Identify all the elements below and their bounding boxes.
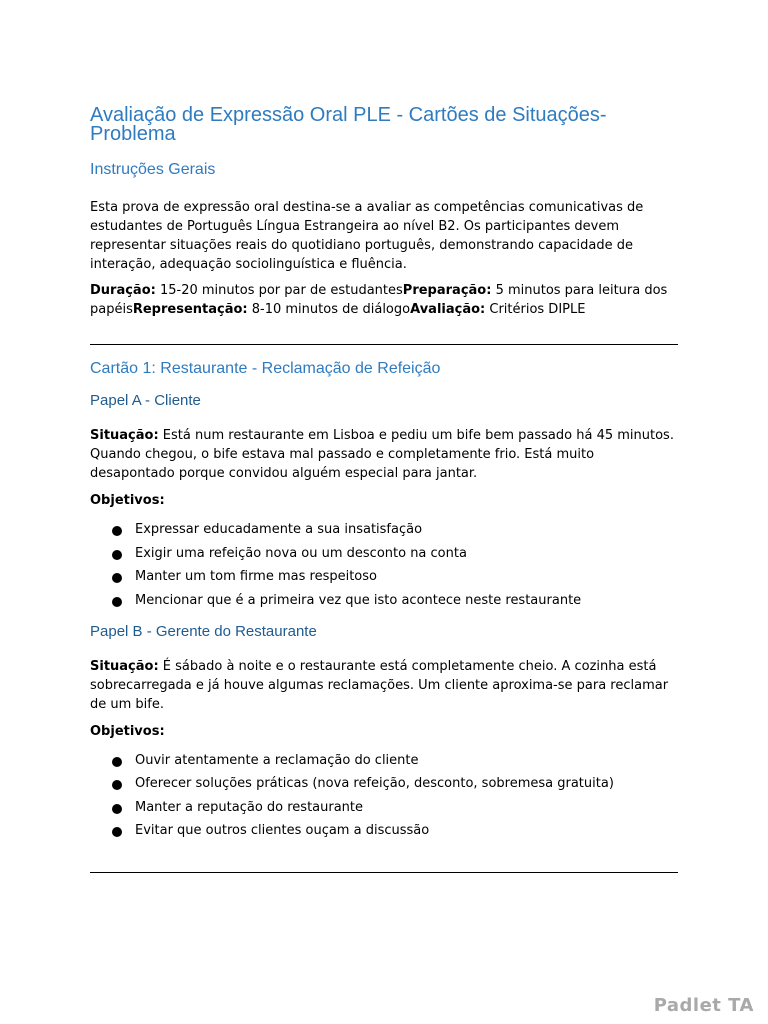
role-b-heading: Papel B - Gerente do Restaurante	[90, 622, 317, 640]
performance-value: 8-10 minutos de diálogo	[247, 302, 411, 317]
objective-text: Manter a reputação do restaurante	[135, 799, 364, 815]
objective-text: Oferecer soluções práticas (nova refeição, desconto, sobremesa gratuita)	[135, 776, 614, 791]
role-a-situation	[90, 426, 680, 483]
document-title-line2: Problema	[90, 123, 176, 145]
bullet-icon	[112, 573, 122, 583]
list-item	[90, 544, 680, 563]
bullet-icon	[112, 804, 122, 814]
role-b-objectives-label: Objetivos:	[90, 723, 165, 739]
role-a-heading: Papel A - Cliente	[90, 392, 201, 409]
assessment-value: Critérios DIPLE	[485, 302, 586, 317]
section-divider	[90, 344, 678, 345]
preparation-label: Preparação:	[402, 283, 492, 298]
objective-text: Manter um tom firme mas respeitoso	[135, 569, 377, 584]
list-item	[90, 567, 680, 586]
duration-value: 15-20 minutos por par de estudantes	[155, 283, 403, 298]
list-item	[90, 774, 680, 793]
role-b-situation-text: É sábado à noite e o restaurante está completamente cheio. A cozinha está sobrecarregada e já houve algumas reclamações. Um cliente aproxima-se para reclamar de um bife.	[90, 658, 669, 712]
preparation-value: 5 minutos para leitura dos papéis	[90, 283, 668, 317]
role-b-objectives-list	[90, 751, 680, 841]
objective-text: Mencionar que é a primeira vez que isto acontece neste restaurante	[135, 592, 582, 608]
document-title-line1: Avaliação de Expressão Oral PLE - Cartões de Situações-	[90, 104, 607, 126]
general-meta-paragraph	[90, 281, 680, 319]
list-item	[90, 591, 680, 610]
role-b-situation	[90, 657, 680, 714]
performance-label: Representação:	[132, 302, 248, 317]
duration-label: Duração:	[90, 283, 156, 298]
bullet-icon	[112, 757, 122, 767]
bullet-icon	[112, 526, 122, 536]
role-a-objectives-list	[90, 520, 680, 610]
role-b-situation-label: Situação:	[90, 658, 159, 674]
general-intro-paragraph: Esta prova de expressão oral destina-se a avaliar as competências comunicativas de estudantes de Português Língua Estrangeira ao nível B2. Os participantes devem representar situações reais do quotidiano português, demonstrando capacidade de interação, adequação sociolinguística e fluência.	[90, 200, 644, 272]
bullet-icon	[112, 550, 122, 560]
document-title	[90, 106, 680, 144]
general-instructions-heading: Instruções Gerais	[90, 161, 216, 178]
card1-heading: Cartão 1: Restaurante - Reclamação de Refeição	[90, 360, 441, 377]
list-item	[90, 821, 680, 840]
objective-text: Expressar educadamente a sua insatisfação	[135, 522, 423, 537]
section-divider	[90, 872, 678, 873]
objective-text: Evitar que outros clientes ouçam a discussão	[135, 823, 430, 838]
objective-text: Ouvir atentamente a reclamação do cliente	[135, 752, 419, 768]
role-a-situation-text: Está num restaurante em Lisboa e pediu um bife bem passado há 45 minutos. Quando chegou, o bife estava mal passado e completamente frio. Está muito desapontado porque convidou alguém especial para jantar.	[90, 428, 674, 481]
role-a-objectives-label: Objetivos:	[90, 493, 165, 508]
bullet-icon	[112, 597, 122, 607]
bullet-icon	[112, 780, 122, 790]
objective-text: Exigir uma refeição nova ou um desconto na conta	[135, 545, 467, 561]
assessment-label: Avaliação:	[410, 302, 486, 317]
document-page	[90, 100, 680, 873]
list-item	[90, 751, 680, 770]
role-a-situation-label: Situação:	[90, 428, 159, 443]
list-item	[90, 520, 680, 539]
padlet-watermark: Padlet TA	[653, 995, 754, 1016]
bullet-icon	[112, 827, 122, 837]
list-item	[90, 798, 680, 817]
